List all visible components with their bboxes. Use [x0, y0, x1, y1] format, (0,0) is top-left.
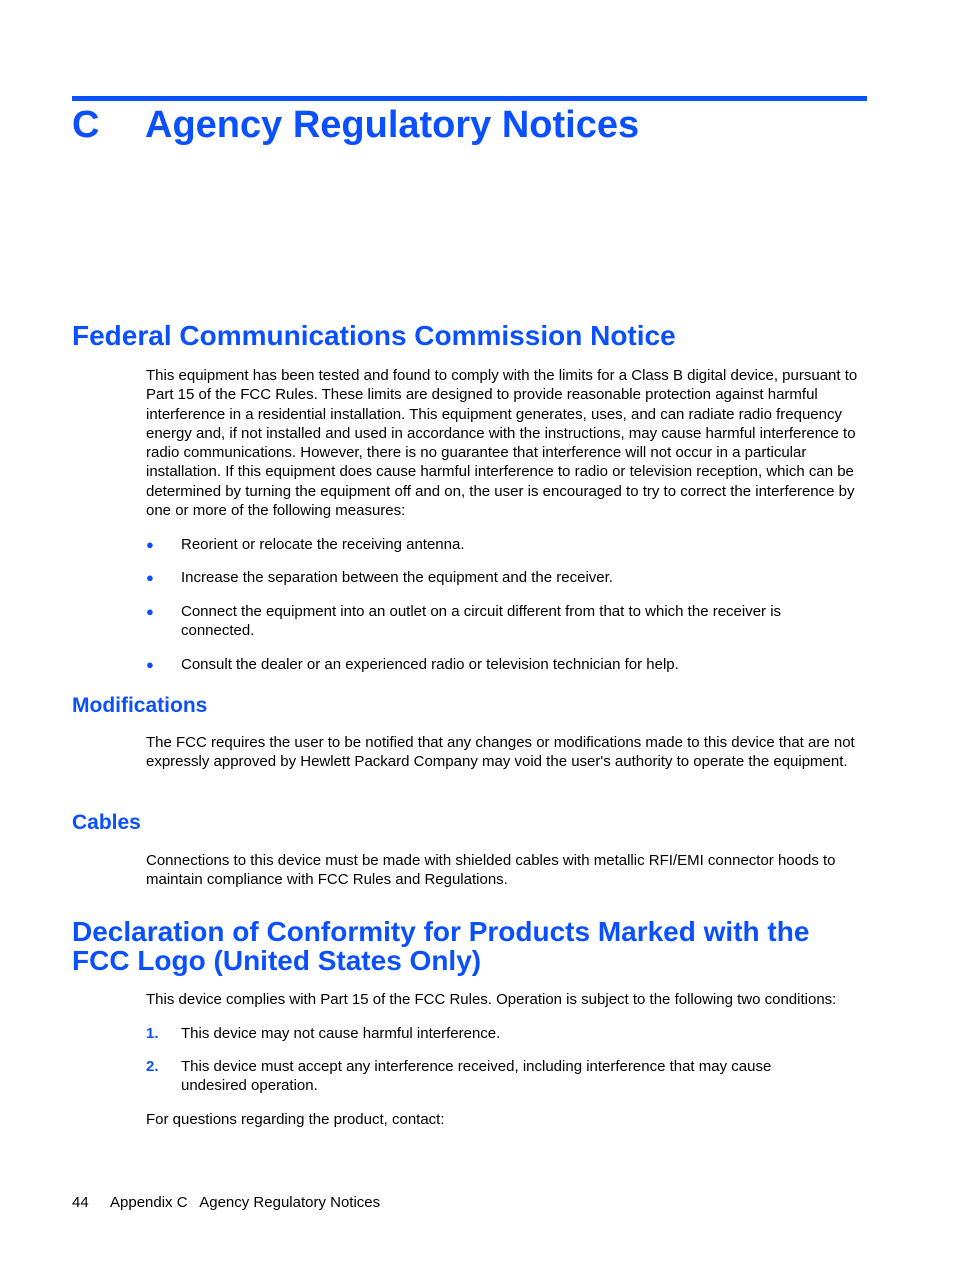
- list-item: [146, 602, 868, 641]
- list-item: [146, 535, 868, 554]
- list-number: 1.: [146, 1025, 159, 1042]
- bullet-text: Reorient or relocate the receiving antenna.: [181, 536, 465, 553]
- declaration-heading-line2: FCC Logo (United States Only): [72, 945, 482, 976]
- chapter-letter: C: [72, 104, 100, 146]
- declaration-heading-line1: Declaration of Conformity for Products Marked with the: [72, 916, 810, 947]
- chapter-rule: [72, 96, 867, 101]
- page-number: 44: [72, 1194, 89, 1211]
- bullet-text: Connect the equipment into an outlet on a circuit different from that to which the receiver is connected.: [181, 603, 782, 640]
- declaration-intro: This device complies with Part 15 of the FCC Rules. Operation is subject to the following two conditions:: [146, 991, 837, 1008]
- bullet-text: Consult the dealer or an experienced radio or television technician for help.: [181, 656, 679, 673]
- bullet-icon: ●: [146, 570, 154, 585]
- bullet-icon: ●: [146, 657, 154, 672]
- fcc-notice-heading: Federal Communications Commission Notice: [72, 320, 676, 351]
- list-item: [146, 1024, 868, 1043]
- list-item: [146, 655, 868, 674]
- chapter-title-text: Agency Regulatory Notices: [145, 104, 640, 146]
- list-text: This device must accept any interference received, including interference that may cause undesired operation.: [181, 1058, 772, 1095]
- cables-heading: Cables: [72, 811, 141, 834]
- bullet-icon: ●: [146, 537, 154, 552]
- list-text: This device may not cause harmful interference.: [181, 1025, 501, 1042]
- fcc-notice-body: This equipment has been tested and found to comply with the limits for a Class B digital device, pursuant to Part 15 of the FCC Rules. These limits are designed to provide reasonable protection against harmful interference in a residential installation. This equipment generates, uses, and can radiate radio frequency energy and, if not installed and used in accordance with the instructions, may cause harmful interference to radio communications. However, there is no guarantee that interference will not occur in a particular installation. If this equipment does cause harmful interference to radio or television reception, which can be determined by turning the equipment off and on, the user is encouraged to try to correct the interference by one or more of the following measures:: [146, 367, 858, 520]
- bullet-text: Increase the separation between the equipment and the receiver.: [181, 569, 613, 586]
- list-item: [146, 1057, 868, 1096]
- list-number: 2.: [146, 1058, 159, 1075]
- declaration-contact: For questions regarding the product, contact:: [146, 1111, 445, 1128]
- declaration-heading: [72, 917, 809, 975]
- bullet-icon: ●: [146, 604, 154, 619]
- chapter-title: [72, 102, 639, 148]
- footer-text: Appendix C Agency Regulatory Notices: [110, 1194, 381, 1211]
- page-footer: [72, 1193, 380, 1212]
- list-item: [146, 568, 868, 587]
- cables-body: Connections to this device must be made with shielded cables with metallic RFI/EMI connector hoods to maintain compliance with FCC Rules and Regulations.: [146, 852, 836, 889]
- modifications-heading: Modifications: [72, 694, 208, 717]
- modifications-body: The FCC requires the user to be notified that any changes or modifications made to this device that are not expressly approved by Hewlett Packard Company may void the user's authority to operate the equipment.: [146, 734, 855, 771]
